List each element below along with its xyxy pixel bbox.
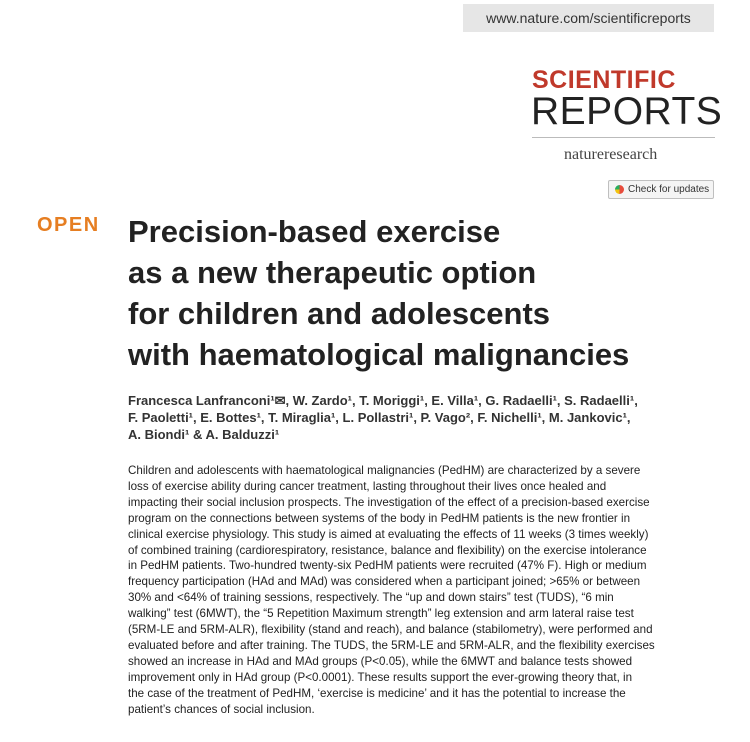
- abstract-line: improvement only in HAd group (P<0.0001). These results support the ever-growing theory that, in: [128, 670, 633, 684]
- abstract-line: patient’s chances of social inclusion.: [128, 702, 315, 716]
- abstract-line: (5RM-LE and 5RM-ALR), flexibility (stand and reach), and balance (stabilometry), were performed and: [128, 623, 653, 637]
- abstract-line: clinical exercise physiology. This study is aimed at evaluating the effects of 11 weeks (3 times weekly): [128, 527, 649, 541]
- title-line: as a new therapeutic option: [128, 255, 537, 290]
- abstract: [128, 463, 722, 718]
- abstract-line: frequency participation (HAd and MAd) was considered when a participant joined; >65% or between: [128, 575, 641, 589]
- journal-name-line2: REPORTS: [531, 90, 723, 133]
- crossmark-icon: [615, 185, 624, 194]
- title-line: with haematological malignancies: [128, 337, 630, 372]
- author-line: A. Biondi¹ & A. Balduzzi¹: [128, 427, 280, 442]
- abstract-line: loss of exercise ability during cancer treatment, lasting throughout their lives once healed and: [128, 479, 607, 493]
- title-line: for children and adolescents: [128, 296, 551, 331]
- abstract-line: 30% and <64% of training sessions, respectively. The “up and down stairs” test (TUDS), “6 min: [128, 591, 614, 605]
- brand-divider: [532, 137, 715, 138]
- author-line: Francesca Lanfranconi¹✉, W. Zardo¹, T. Moriggi¹, E. Villa¹, G. Radaelli¹, S. Radaelli¹,: [128, 393, 638, 408]
- check-updates-label: Check for updates: [628, 184, 710, 195]
- abstract-line: showed an increase in HAd and MAd groups (P<0.05), while the 6MWT and balance tests showed: [128, 654, 633, 668]
- abstract-line: Children and adolescents with haematological malignancies (PedHM) are characterized by a severe: [128, 464, 641, 477]
- check-updates-button[interactable]: [608, 180, 714, 199]
- abstract-line: evaluated before and after training. The TUDS, the 5RM-LE and 5RM-ALR, and the flexibility exercises: [128, 638, 655, 652]
- abstract-line: program on the connections between systems of the body in PedHM patients is the new frontier in: [128, 511, 631, 525]
- author-line: F. Paoletti¹, E. Bottes¹, T. Miraglia¹, L. Pollastri¹, P. Vago², F. Nichelli¹, M. Jankovic¹,: [128, 410, 631, 425]
- open-access-label: OPEN: [37, 214, 100, 236]
- journal-url[interactable]: www.nature.com/scientificreports: [463, 4, 714, 32]
- author-list: [128, 392, 728, 443]
- title-line: Precision-based exercise: [128, 214, 501, 249]
- abstract-line: impacting their social inclusion prospects. The investigation of the effect of a precision-based exercise: [128, 495, 650, 509]
- abstract-line: of combined training (cardiorespiratory, resistance, balance and flexibility) on the exercise intolerance: [128, 543, 647, 557]
- journal-name-line1: SCIENTIFIC: [532, 66, 676, 94]
- abstract-line: in PedHM patients. Two-hundred twenty-six PedHM patients were recruited (47% F). High or medium: [128, 559, 647, 573]
- abstract-line: the case of the treatment of PedHM, ‘exercise is medicine’ and it has the potential to increase the: [128, 686, 626, 700]
- article-title: [128, 211, 738, 375]
- publisher-name: natureresearch: [564, 146, 658, 163]
- abstract-line: walking” test (6MWT), the “5 Repetition Maximum strength” leg extension and arm lateral raise test: [128, 607, 634, 621]
